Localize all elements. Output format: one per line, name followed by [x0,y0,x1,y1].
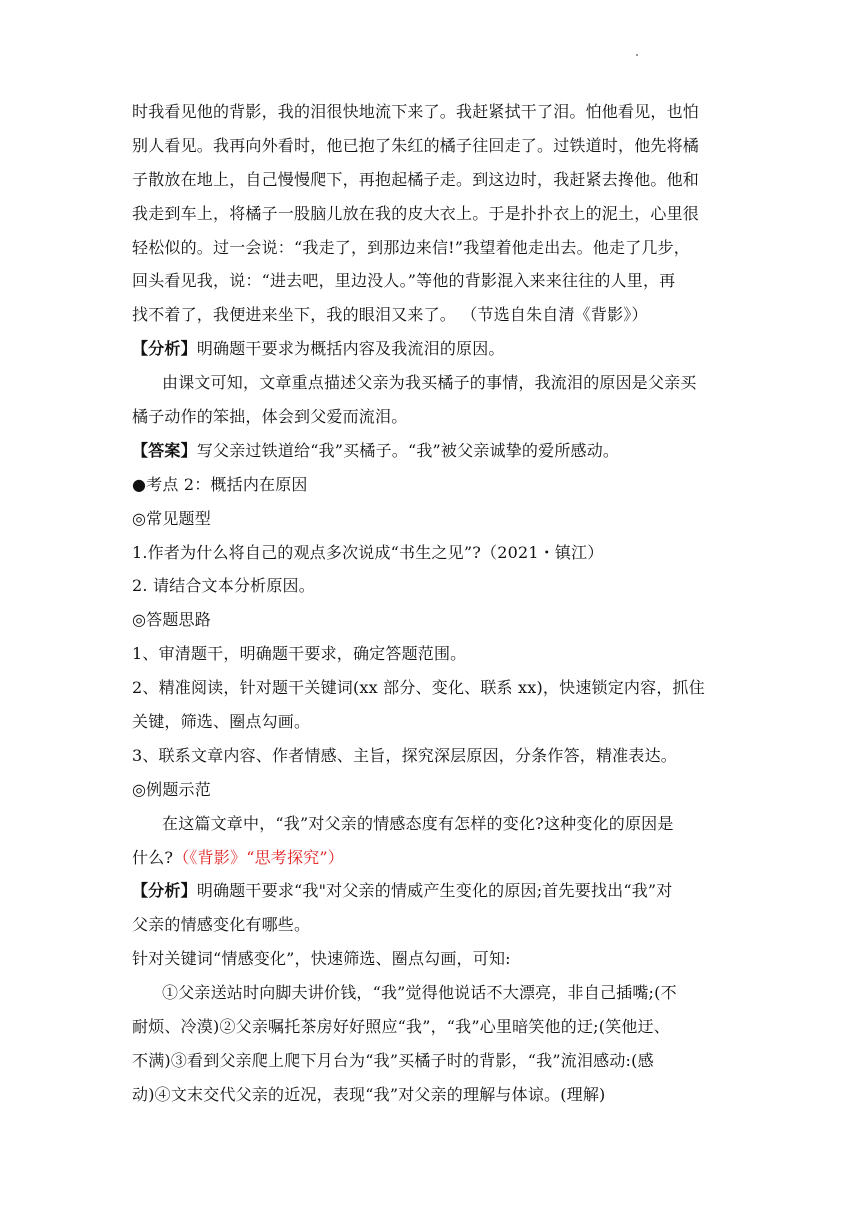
question-item: 2. 请结合文本分析原因。 [132,576,315,596]
change-line: 动)④文末交代父亲的近况，表现“我”对父亲的理解与体谅。(理解) [132,1084,606,1104]
subheading-example: ◎例题示范 [132,779,211,799]
page-marker-dot [636,54,638,56]
subheading-common-types: ◎常见题型 [132,508,211,528]
step-line: 关键，筛选、圈点勾画。 [132,712,311,732]
passage-line: 轻松似的。过一会说：“我走了，到那边来信!”我望着他走出去。他走了几步， [132,237,690,257]
analysis-line [132,874,737,908]
step-line: 1、审清题干，明确题干要求，确定答题范围。 [132,644,467,664]
analysis-text: 明确题干要求“我"对父亲的情威产生变化的原因;首先要找出“我”对 [196,881,673,901]
passage-line: 找不着了，我便进来坐下，我的眼泪又来了。 （节选自朱自清《背影》） [132,305,648,325]
section-heading-point2: ●考点 2：概括内在原因 [132,474,308,494]
answer-line [132,434,737,468]
subheading-approach: ◎答题思路 [132,610,211,630]
keyword-line: 针对关键词“情感变化”，快速筛选、圈点勾画，可知: [132,949,511,969]
document-body [132,95,737,1112]
example-question-line: 在这篇文章中，“我”对父亲的情感态度有怎样的变化?这种变化的原因是 [162,813,674,833]
passage-line: 别人看见。我再向外看时，他已抱了朱红的橘子往回走了。过铁道时，他先将橘 [132,135,700,155]
change-line: 不满)③看到父亲爬上爬下月台为“我”买橘子时的背影，“我”流泪感动:(感 [132,1050,654,1070]
explanation-line: 橘子动作的笨拙，体会到父爱而流泪。 [132,407,408,427]
change-line: ①父亲送站时向脚夫讲价钱，“我”觉得他说话不大漂亮，非自己插嘴;(不 [162,983,677,1003]
answer-text: 写父亲过铁道给“我”买橘子。“我”被父亲诚挚的爱所感动。 [196,440,620,460]
analysis-text: 明确题干要求为概括内容及我流泪的原因。 [196,339,505,359]
step-line: 3、联系文章内容、作者情感、主旨，探究深层原因，分条作答，精准表达。 [132,745,677,765]
example-source-note: （《背影》“思考探究”） [173,847,344,867]
passage-line: 时我看见他的背影，我的泪很快地流下来了。我赶紧拭干了泪。怕他看见，也怕 [132,102,700,121]
analysis-line: 父亲的情感变化有哪些。 [132,915,311,935]
passage-line: 回头看见我，说：“进去吧，里边没人。”等他的背影混入来来往往的人里，再 [132,271,676,291]
example-question-line [132,841,737,875]
passage-line: 我走到车上，将橘子一股脑儿放在我的皮大衣上。于是扑扑衣上的泥土，心里很 [132,203,700,223]
change-line: 耐烦、冷漠)②父亲嘱托茶房好好照应“我”，“我”心里暗笑他的迂;(笑他迂、 [132,1017,670,1037]
answer-label: 【答案】 [132,440,197,460]
example-question-text: 什么? [132,847,174,867]
analysis-label: 【分析】 [132,339,197,359]
step-line: 2、精准阅读，针对题干关键词(xx 部分、变化、联系 xx)，快速锁定内容，抓住 [132,678,705,698]
question-item: 1.作者为什么将自己的观点多次说成“书生之见”?（2021・镇江） [132,542,604,562]
passage-line: 子散放在地上，自己慢慢爬下，再抱起橘子走。到这边时，我赶紧去搀他。他和 [132,169,700,189]
analysis-label: 【分析】 [132,881,197,901]
explanation-line: 由课文可知，文章重点描述父亲为我买橘子的事情，我流泪的原因是父亲买 [162,373,697,393]
analysis-line [132,332,737,366]
